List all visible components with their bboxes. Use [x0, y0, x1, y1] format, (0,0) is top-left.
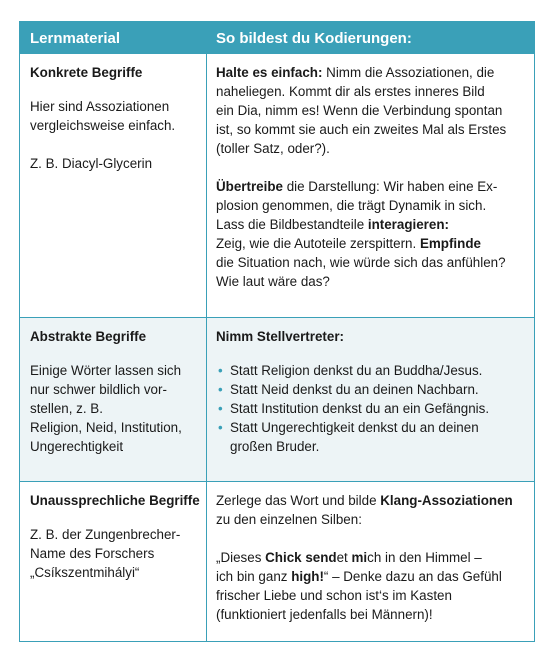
row2-desc: Einige Wörter lassen sich nur schwer bildlich vor- stellen, z. B. Religion, Neid, Institution, Ungerechtigkeit — [30, 363, 182, 454]
row1-left — [30, 63, 200, 173]
table-row — [20, 54, 534, 317]
row3-intro: Zerlege das Wort und bilde Klang-Assoziationen zu den einzelnen Silben: — [216, 493, 513, 527]
header-col-lernmaterial: Lernmaterial — [30, 30, 121, 47]
row2-left — [30, 327, 200, 456]
bullet-icon: • — [218, 382, 223, 397]
table-row — [20, 318, 534, 481]
list-item: • Statt Ungerechtigkeit denkst du an deinen großen Bruder. — [218, 420, 479, 454]
row1-p1: Halte es einfach: Nimm die Assoziationen, die naheliegen. Kommt dir als erstes inneres Bild ein Dia, nimm es! Wenn die Verbindung spontan ist, so kommt sie auch ein zweites Mal als Erstes (toller Satz, oder?). — [216, 65, 507, 156]
table-header — [20, 22, 534, 54]
stellvertreter-list — [216, 361, 530, 456]
header-col-kodierungen: So bildest du Kodierungen: — [216, 30, 412, 47]
list-item: • Statt Neid denkst du an deinen Nachbarn. — [218, 382, 479, 397]
row3-right — [216, 491, 530, 624]
row3-quote: „Dieses Chick sendet mich in den Himmel – ich bin ganz high!“ – Denke dazu an das Gefühl frischer Liebe und schon ist‘s im Kasten (funktioniert jedenfalls bei Männern)! — [216, 550, 502, 622]
row1-example: Z. B. Diacyl-Glycerin — [30, 156, 153, 171]
list-item: • Statt Religion denkst du an Buddha/Jesus. — [218, 363, 483, 378]
row3-left — [30, 491, 200, 582]
table-row — [20, 482, 534, 641]
row2-title: Abstrakte Begriffe — [30, 329, 147, 344]
row1-right — [216, 63, 530, 291]
coding-table — [19, 21, 535, 642]
row3-title: Unaussprechliche Begriffe — [30, 493, 200, 508]
bullet-icon: • — [218, 420, 223, 435]
row1-p2: Übertreibe die Darstellung: Wir haben eine Ex- plosion genommen, die trägt Dynamik in sich. Lass die Bildbestandteile interagieren: Zeig, wie die Autoteile zerspittern. Empfinde die Situation nach, wie würde sich das anfühlen? Wie laut wäre das? — [216, 179, 506, 289]
column-divider — [206, 22, 207, 641]
row1-desc: Hier sind Assoziationen vergleichsweise einfach. — [30, 99, 176, 133]
bullet-icon: • — [218, 363, 223, 378]
row1-title: Konkrete Begriffe — [30, 65, 143, 80]
row3-desc: Z. B. der Zungenbrecher- Name des Forschers „Csíkszentmihályi“ — [30, 527, 181, 580]
row2-right — [216, 327, 530, 456]
bullet-icon: • — [218, 401, 223, 416]
list-item: • Statt Institution denkst du an ein Gefängnis. — [218, 401, 490, 416]
row2-title-right: Nimm Stellvertreter: — [216, 329, 345, 344]
